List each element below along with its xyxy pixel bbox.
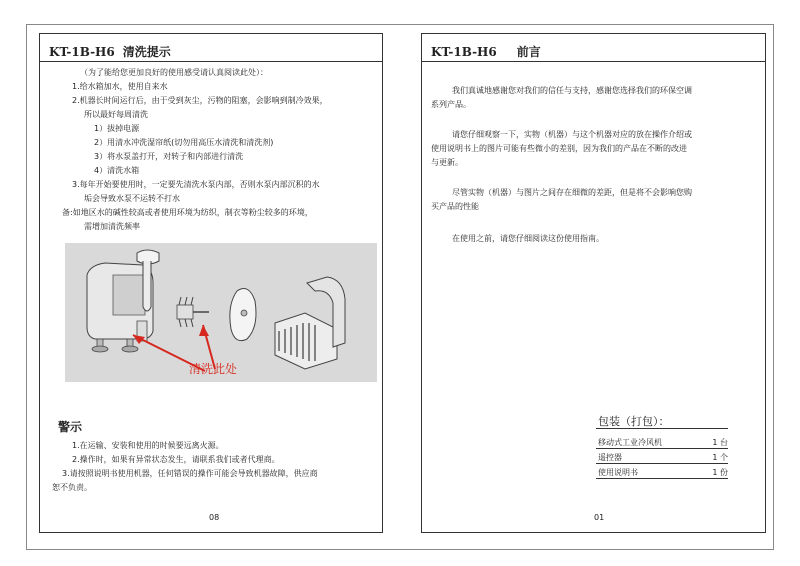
clean-item: 2.机器长时间运行后，由于受到灰尘，污物的阻塞，会影响到制冷效果， [72,96,328,105]
warning-title: 警示 [58,420,83,434]
clean-note: 需增加清洗频率 [84,222,140,231]
preface-line: 请您仔细观察一下，实物（机器）与这个机器对应的放在操作介绍或 [452,130,692,139]
left-page [39,33,383,533]
packing-rule [596,478,728,479]
left-page-number: 08 [209,513,220,522]
packing-rule [596,448,728,449]
packing-rule [596,428,728,429]
packing-item-name: 遥控器 [598,453,622,462]
right-page-title [431,43,541,60]
packing-item-name: 移动式工业冷风机 [598,438,662,447]
preface-line: 我们真诚地感谢您对我们的信任与支持，感谢您选择我们的环保空调 [452,86,692,95]
preface-line: 系列产品。 [431,100,471,109]
parts-photo [65,243,377,382]
clean-note: 备:如地区水的碱性较高或者使用环境为纺织，制衣等粉尘较多的环境， [62,208,313,217]
clean-step: 1）拔掉电源 [94,124,140,133]
packing-item-qty: 1 台 [712,438,728,447]
clean-item: 垢会导致水泵不运转不打水 [84,194,180,203]
right-title-text: 前言 [516,45,541,59]
right-title-code: KT-1B-H6 [431,45,497,59]
left-title-code: KT-1B-H6 [49,45,115,59]
packing-item-qty: 1 份 [712,468,728,477]
warning-item: 3.请按照说明书使用机器，任何错误的操作可能会导致机器故障，供应商 [62,469,318,478]
right-title-rule [422,61,765,62]
left-page-title [49,43,171,60]
packing-item-name: 使用说明书 [598,468,638,477]
packing-title: 包装（打包）： [598,415,670,428]
intro-text: （为了能给您更加良好的使用感受请认真阅读此处）： [80,68,268,77]
packing-rule [596,463,728,464]
clean-step: 2）用清水冲洗湿帘纸(切勿用高压水清洗和清洗剂) [94,138,274,147]
right-page [421,33,766,533]
preface-line: 买产品的性能 [431,202,479,211]
left-title-rule [40,61,382,62]
clean-item: 3.每年开始要使用时，一定要先清洗水泵内部，否则水泵内部沉积的水 [72,180,320,189]
clean-step: 4）清洗水箱 [94,166,140,175]
warning-item: 2.操作时，如果有异常状态发生，请联系我们或者代理商。 [72,455,280,464]
left-title-text: 清洗提示 [122,45,171,59]
right-page-number: 01 [594,513,605,522]
clean-item: 所以最好每周清洗 [84,110,148,119]
preface-line: 与更新。 [431,158,463,167]
preface-line: 使用说明书上的图片可能有些微小的差别，因为我们的产品在不断的改进 [431,144,687,153]
warning-item: 恕不负责。 [52,483,92,492]
clean-here-label: 清洗此处 [189,362,238,376]
preface-line: 尽管实物（机器）与图片之间存在细微的差距，但是将不会影响您购 [452,188,692,197]
warning-item: 1.在运输、安装和使用的时候要远离火源。 [72,441,224,450]
clean-step: 3）将水泵盖打开，对转子和内部进行清洗 [94,152,244,161]
clean-item: 1.给水箱加水，使用自来水 [72,82,168,91]
preface-line: 在使用之前，请您仔细阅读这份使用指南。 [452,234,604,243]
packing-item-qty: 1 个 [712,453,728,462]
